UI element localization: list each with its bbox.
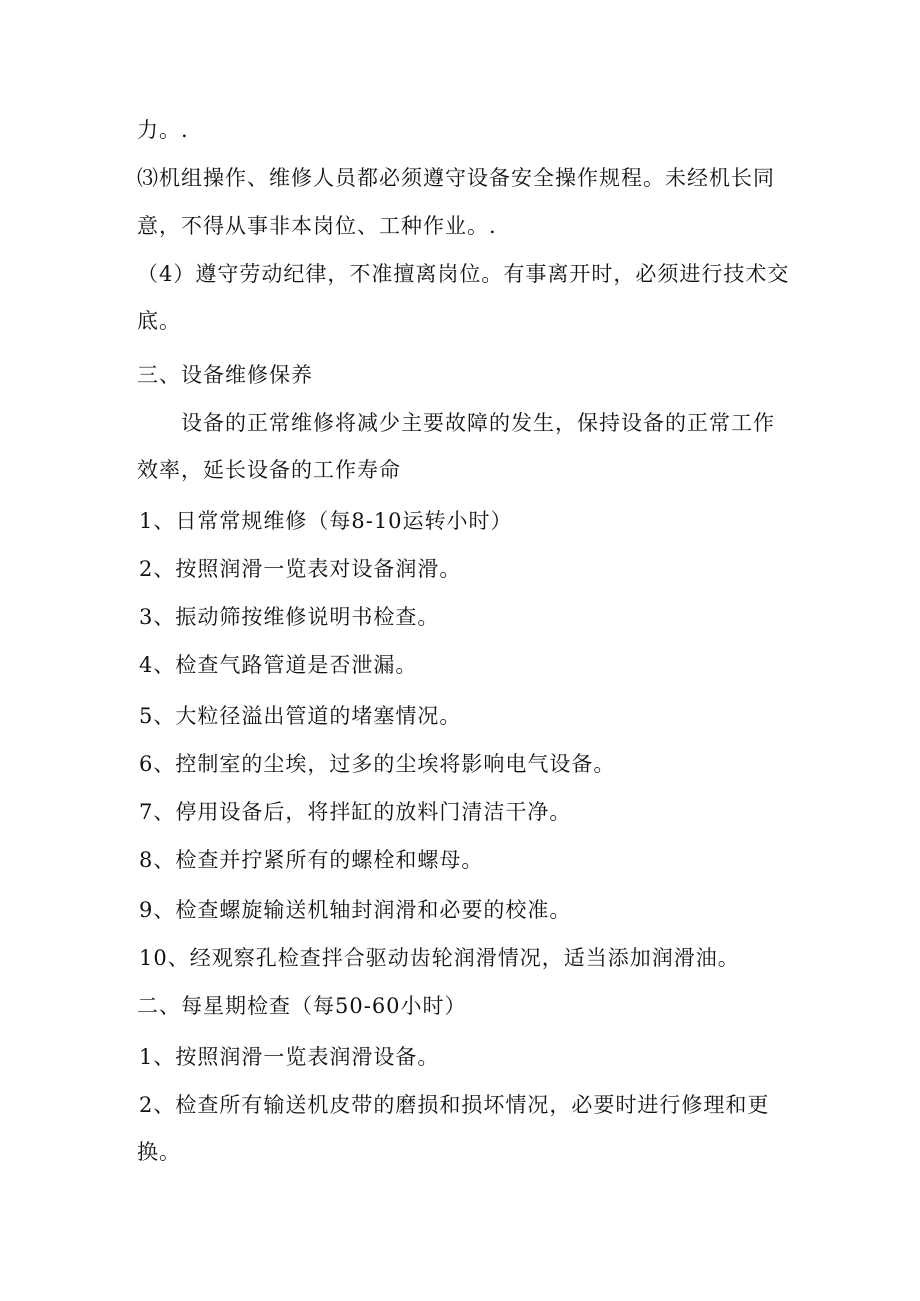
list-item: 4、检查气路管道是否泄漏。 [139,653,418,677]
list-item: 5、大粒径溢出管道的堵塞情况。 [139,704,462,728]
list-item: 10、经观察孔检查拌合驱动齿轮润滑情况，适当添加润滑油。 [139,946,740,970]
list-item: 9、检查螺旋输送机轴封润滑和必要的校准。 [139,898,572,922]
list-item: 2、检查所有输送机皮带的磨损和损坏情况，必要时进行修理和更 [139,1093,770,1117]
list-item: 8、检查并拧紧所有的螺栓和螺母。 [139,848,484,872]
section-heading: 二、每星期检查（每50-60小时） [137,994,467,1018]
text-line: ⑶机组操作、维修人员都必须遵守设备安全操作规程。未经机长同 [137,166,775,190]
text-line: 底。 [137,309,181,333]
text-line: 意，不得从事非本岗位、工种作业。. [137,214,497,238]
paragraph-line: 效率，延长设备的工作寿命 [137,458,401,482]
text-line: 力。. [137,118,189,142]
list-item: 1、按照润滑一览表润滑设备。 [139,1045,440,1069]
list-item-continuation: 换。 [137,1140,181,1164]
list-item: 7、停用设备后，将拌缸的放料门清洁干净。 [139,800,572,824]
paragraph-line: 设备的正常维修将减少主要故障的发生，保持设备的正常工作 [181,411,775,435]
list-item: 3、振动筛按维修说明书检查。 [139,605,440,629]
section-heading: 三、设备维修保养 [137,363,313,387]
text-line: （4）遵守劳动纪律，不准擅离岗位。有事离开时，必须进行技术交 [137,262,790,286]
list-item: 6、控制室的尘埃，过多的尘埃将影响电气设备。 [139,752,616,776]
list-item: 2、按照润滑一览表对设备润滑。 [139,557,462,581]
list-heading: 1、日常常规维修（每8-10运转小时） [139,509,513,533]
